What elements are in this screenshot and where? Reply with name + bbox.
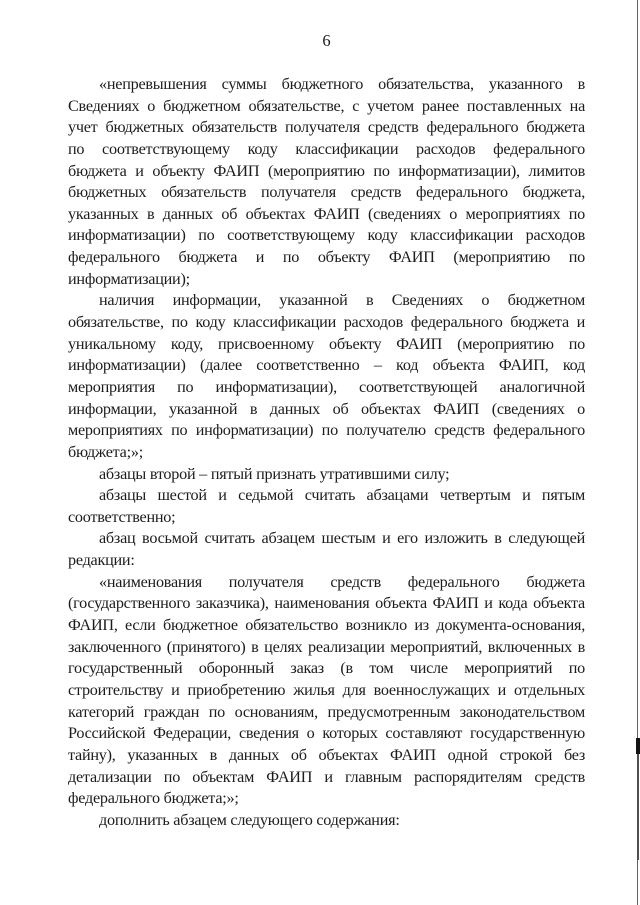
paragraph-4 xyxy=(68,485,585,528)
paragraph-3 xyxy=(68,464,585,486)
text-line: федерального бюджета;»; xyxy=(68,789,239,808)
scan-edge-blob xyxy=(636,738,640,754)
page-number: 6 xyxy=(322,31,331,50)
text-line: федерального бюджета и по объекту ФАИП (мероприятию по xyxy=(68,248,585,267)
text-line: категорий граждан по основаниям, предусмотренным законодательством xyxy=(68,702,585,721)
text-line: заключенного (принятого) в целях реализации мероприятий, включенных в xyxy=(68,637,585,656)
text-line: абзац восьмой считать абзацем шестым и его изложить в следующей xyxy=(99,529,585,548)
text-line: абзацы шестой и седьмой считать абзацами четвертым и пятым xyxy=(99,486,585,505)
text-line: мероприятия по информатизации), соответствующей аналогичной xyxy=(68,377,585,396)
text-line: наличия информации, указанной в Сведениях о бюджетном xyxy=(99,291,585,310)
text-line: Российской Федерации, сведения о которых составляют государственную xyxy=(68,724,585,743)
text-line: ФАИП, если бюджетное обязательство возникло из документа-основания, xyxy=(68,616,585,635)
text-line: бюджета и объекту ФАИП (мероприятию по информатизации), лимитов xyxy=(68,161,585,180)
text-line: Сведениях о бюджетном обязательстве, с учетом ранее поставленных на xyxy=(68,96,585,115)
text-line: указанных в данных об объектах ФАИП (сведениях о мероприятиях по xyxy=(68,204,585,223)
text-line: обязательстве, по коду классификации расходов федерального бюджета и xyxy=(68,313,585,332)
paragraph-7 xyxy=(68,810,585,832)
text-line: «непревышения суммы бюджетного обязательства, указанного в xyxy=(99,75,585,93)
paragraph-2 xyxy=(68,290,585,463)
text-line: информатизации); xyxy=(68,269,190,288)
text-line: бюджета;»; xyxy=(68,442,143,461)
text-line: тайну), указанных в данных об объектах ФАИП одной строкой без xyxy=(68,745,585,764)
paragraph-1 xyxy=(68,74,585,290)
text-line: уникальному коду, присвоенному объекту ФАИП (мероприятию по xyxy=(68,334,585,353)
text-line: соответственно; xyxy=(68,507,176,526)
text-line: абзацы второй – пятый признать утратившими силу; xyxy=(99,464,450,483)
text-line: детализации по объектам ФАИП и главным распорядителям средств xyxy=(68,767,585,786)
text-line: бюджетных обязательств получателя средств федерального бюджета, xyxy=(68,183,585,202)
text-line: государственный оборонный заказ (в том числе мероприятий по xyxy=(68,659,585,678)
text-line: редакции: xyxy=(68,551,135,570)
text-line: «наименования получателя средств федерального бюджета xyxy=(99,572,585,591)
text-line: мероприятиях по информатизации) по получателю средств федерального xyxy=(68,421,585,440)
text-line: дополнить абзацем следующего содержания: xyxy=(99,810,400,829)
text-line: (государственного заказчика), наименования объекта ФАИП и кода объекта xyxy=(68,594,585,613)
text-line: информатизации) по соответствующему коду классификации расходов xyxy=(68,226,585,245)
text-line: по соответствующему коду классификации расходов федерального xyxy=(68,139,585,158)
text-line: учет бюджетных обязательств получателя средств федерального бюджета xyxy=(68,118,585,137)
text-line: строительству и приобретению жилья для военнослужащих и отдельных xyxy=(68,680,585,699)
text-line: информации, указанной в данных об объектах ФАИП (сведениях о xyxy=(68,399,585,418)
document-body xyxy=(68,74,585,831)
scan-edge-segment xyxy=(637,754,640,860)
paragraph-5 xyxy=(68,528,585,571)
text-line: информатизации) (далее соответственно – код объекта ФАИП, код xyxy=(68,356,585,375)
paragraph-6 xyxy=(68,572,585,810)
